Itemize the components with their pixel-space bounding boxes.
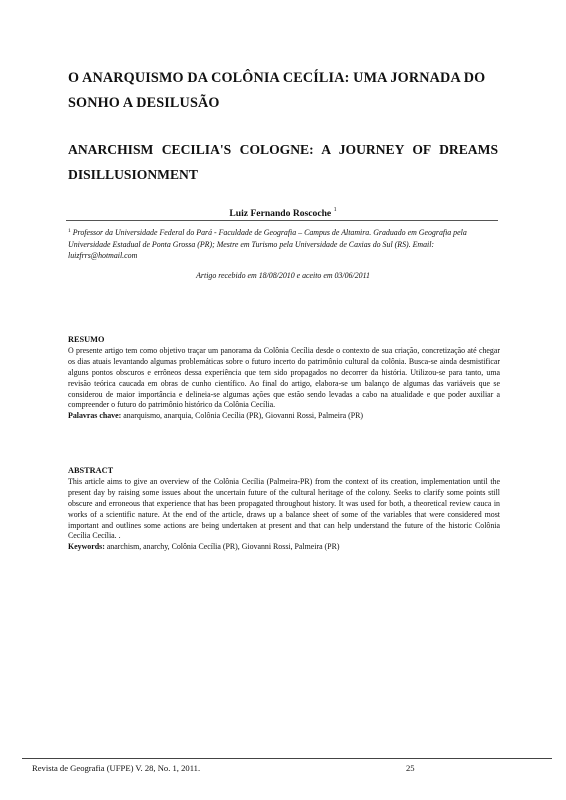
- abstract-heading: ABSTRACT: [68, 466, 114, 475]
- abstract-keywords: [68, 542, 500, 553]
- footer-divider: [22, 758, 552, 759]
- author-name: Luiz Fernando Roscoche: [229, 208, 332, 219]
- abstract-section: [68, 466, 500, 553]
- author-affiliation: [68, 226, 500, 262]
- resumo-heading: RESUMO: [68, 335, 105, 344]
- resumo-section: [68, 335, 500, 422]
- journal-citation: Revista de Geografia (UFPE) V. 28, No. 1, 2011.: [32, 763, 201, 773]
- resumo-keywords-list: anarquismo, anarquia, Colônia Cecília (PR), Giovanni Rossi, Palmeira (PR): [121, 411, 363, 421]
- resumo-text: O presente artigo tem como objetivo traçar um panorama da Colônia Cecília desde o contexto de sua criação, concretização até chegar os dias atuais levantando algumas problemáticas sobre o futuro incerto do patrimônio cultural da colônia. Busca-se ainda desmistificar alguns pontos obscuros e errôneos dessa experiência que tem sido propagados no decorrer da história. Utilizou-se para tanto, uma revisão teórica caucada em obras de cunho científico. Ao final do artigo, elabora-se um balanço de algumas das variáveis que se considerou de maior importância e delineia-se algumas ações que estão sendo levadas a cabo na atualidade e que poder auxiliar a compreender o futuro do patrimônio histórico da Colônia Cecília.: [68, 345, 500, 410]
- received-dates: Artigo recebido em 18/08/2010 e aceito em 03/06/2011: [196, 271, 370, 280]
- page-number: 25: [406, 763, 415, 773]
- author-footnote-mark: 1: [333, 207, 337, 213]
- abstract-keywords-list: anarchism, anarchy, Colônia Cecília (PR), Giovanni Rossi, Palmeira (PR): [104, 542, 340, 552]
- author-line: [0, 207, 566, 219]
- abstract-text: This article aims to give an overview of the Colônia Cecília (Palmeira-PR) from the context of its creation, implementation until the present day by raising some issues about the uncertain future of the cultural heritage of the colony. Seeks to clarify some points still obscure and erroneous that experience that has been propagated throughout history. It was used for both, a theoretical review cauca in works of a scientific nature. At the end of the article, draws up a balance sheet of some of the variables that were considered most important and outlines some actions are being undertaken at present and that can help understand the future of the historic Colônia Cecília Cecília. .: [68, 476, 500, 541]
- affiliation-text: Professor da Universidade Federal do Pará - Faculdade de Geografia – Campus de Altamira. Graduado em Geografia pela Universidade Estadual de Ponta Grossa (PR); Mestre em Turismo pela Universidade de Caxias do Sul (RS). Email: luizfrrs@hotmail.com: [68, 228, 467, 261]
- title-english: ANARCHISM CECILIA'S COLOGNE: A JOURNEY OF DREAMS DISILLUSIONMENT: [68, 142, 498, 182]
- resumo-keywords-label: Palavras chave:: [68, 411, 122, 421]
- abstract-keywords-label: Keywords:: [68, 542, 105, 552]
- affiliation-mark: 1: [68, 228, 71, 234]
- title-portuguese: O ANARQUISMO DA COLÔNIA CECÍLIA: UMA JORNADA DO SONHO A DESILUSÃO: [68, 70, 486, 111]
- footnote-divider: [66, 220, 498, 221]
- resumo-keywords: [68, 411, 500, 422]
